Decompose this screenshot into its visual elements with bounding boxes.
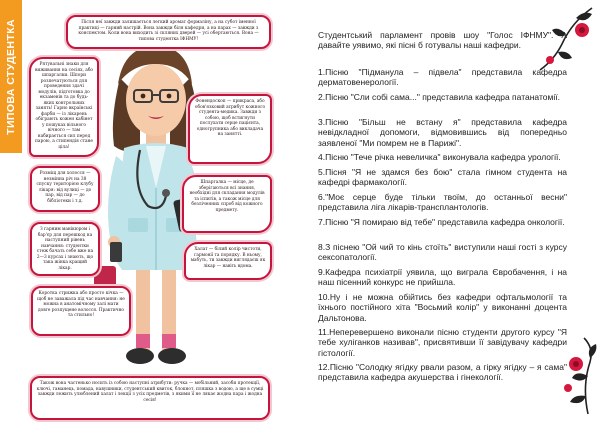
song-item-10: 10.Ну і не можна обійтись без кафедри офтальмології та їхнього постійного хіта "Восьмий колір" у виконанні доцента Дальтонова.: [318, 292, 567, 323]
card-accessories-text: Також вона частенько носить із собою наступні атрибути: ручка — мобільний, засоби протекції, ключі, гаманець, помада, навушники, студентський квиток, блокнот, пляшка з водою, а ще в сумці завжди лежить улюблений халат і лекції з усіх предметів, з якими її не лякає жодна пара і жодна сесія!: [36, 381, 264, 403]
card-lab-coat-text: Халат — білий колір чистоти, гармонії та порядку. В ньому, мабуть, ти завжди виглядаєш як лікар — навіть вдома.: [190, 247, 266, 269]
song-item-8: 8.З піснею "Ой чий то кінь стоїть" виступили наші гості з курсу сексопатології.: [318, 242, 567, 263]
card-lab-coat: [184, 242, 272, 280]
right-page: [300, 0, 600, 427]
song-item-5: 5.Пісня "Я не здамся без бою" стала гімном студента на кафедрі фармакології.: [318, 167, 567, 188]
card-haircut: [31, 286, 131, 336]
section-title: ТИПОВА СТУДЕНТКА: [5, 18, 17, 135]
floral-ornament-bottom-icon: [554, 336, 598, 416]
song-item-2: 2.Пісню "Сли собі сама..." представила кафедра патанатомії.: [318, 92, 560, 102]
song-item-3: 3.Пісню "Більш не встану я" представила кафедра невідкладної допомоги, відмовившись від попередньо заявленої "Ми помрем не в Парижі".: [318, 117, 567, 148]
card-manicure: [30, 222, 100, 276]
card-intro: [66, 15, 271, 49]
card-accessories: [30, 376, 270, 420]
song-item-1: 1.Пісню "Підманула – підвела" представила кафедра дерматовенерології.: [318, 67, 567, 88]
song-item-11: 11.Неперевершено виконали пісню студенти другого курсу "Я тебе хуліганков називав", присвятивши її завідувачу кафедри гістології.: [318, 327, 567, 358]
card-shoes-text: Розміщ для холосся — незмінна річ на 38 спуску територією клубу лікаря: від вулиці — до пар, від пар — до бібліотеки і т.д.: [36, 171, 94, 204]
card-intro-text: Після неї завжди залишається легкий аромат формаліну, а на субот іменної практиці — гарний настрій. Вона завжди біля кафедри, а на парах — завжди з конспектом. Коли вона виходить зі скляних дверей — усі обертаються. Вона — типова студентка ІФНМУ!: [78, 20, 259, 42]
song-item-7: 7.Пісню "Я помираю від тебе" представила кафедра онкології.: [318, 217, 565, 227]
song-item-6: 6."Моє серце буде тільки твоїм, до останньої весни" представила ліга лікарів-трансплантологів.: [318, 192, 567, 213]
card-cheatsheets-text: Рятувальні знаки для виживання на сесіях, або шпаргалки. Шпори розпечатуються для проведення здачі модулів, підготовка до екзаменів та до будь-яких контрольних занять! Гарно вкраїнські фарби — із лікарень обіграють кожен кабінет у пошуках вільного вічного — там набирається сил перед парою, а стипендія стане ціла!: [35, 62, 94, 150]
section-side-tab: [0, 0, 22, 153]
song-item-4: 4.Пісню "Тече річка невеличка" виконувала кафедра урології.: [318, 152, 561, 162]
card-notes: [182, 175, 272, 233]
card-shoes: [30, 166, 100, 212]
card-haircut-text: Коротка стрижка або просто кічка — щоб не заважала під час навчання: не можна в анатомічному залі мати довге розпущене волосся. Практично та стильно!: [37, 291, 125, 318]
song-item-9: 9.Кафедра психіатрії уявила, що виграла Євробачення, і на наш пісенний конкурс не прийшла.: [318, 267, 567, 288]
card-manicure-text: З гарним манікюром і бар'єр для перешкод на наступний рівень навчання: студентки стеж бачать себе вже на 2—3 курсах і знають, що така жінка кращий лікар.: [36, 227, 94, 271]
intro-paragraph: Студентський парламент провів шоу "Голос ІФНМУ". А давайте уявимо, які пісні б готувалы наші кафедри.: [318, 30, 567, 51]
card-notes-text: Шпаргалка — місце, де зберігаються всі знання, необхідні для складання модулів та іспитів, а також місце для безліченних спроб від кожного предмету.: [189, 180, 265, 213]
card-stethoscope-text: Фонендоскоп — прикраса, або обов'язковий атрибут кожного студента-медика. Завжди з собою, щоб встигнути послухати серце пацієнта, одногрупника або викладача на занятті.: [194, 99, 266, 137]
card-stethoscope: [188, 94, 272, 164]
song-item-12: 12.Пісню "Солодку ягідку рвали разом, а гірку ягідку – я сама" представила кафедра акушерства і гінекології.: [318, 362, 567, 383]
card-cheatsheets: [29, 57, 99, 157]
